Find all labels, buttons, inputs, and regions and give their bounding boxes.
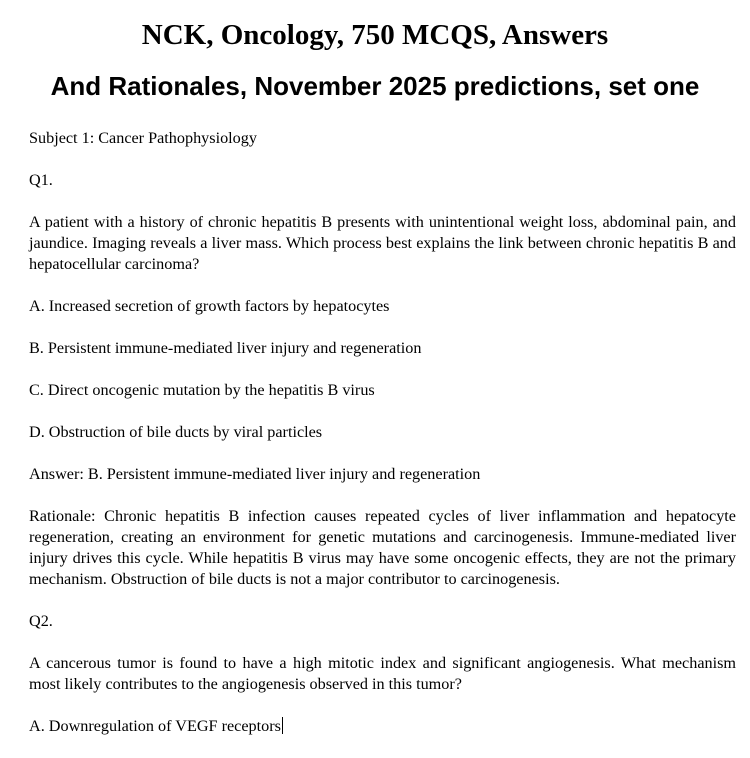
text-cursor	[282, 717, 283, 734]
question-stem-q2: A cancerous tumor is found to have a high mitotic index and significant angiogenesis. What mechanism most likely contributes to the angiogenesis observed in this tumor?	[29, 654, 736, 693]
option-b-q1: B. Persistent immune-mediated liver injury and regeneration	[29, 339, 422, 357]
document-body	[29, 128, 736, 758]
option-a-q2	[29, 716, 736, 737]
answer-q1: Answer: B. Persistent immune-mediated liver injury and regeneration	[29, 465, 481, 483]
subject-heading: Subject 1: Cancer Pathophysiology	[29, 129, 257, 147]
question-stem-q1: A patient with a history of chronic hepatitis B presents with unintentional weight loss, abdominal pain, and jaundice. Imaging reveals a liver mass. Which process best explains the link between chronic hepatitis B and hepatocellular carcinoma?	[29, 213, 736, 273]
option-c-q1: C. Direct oncogenic mutation by the hepatitis B virus	[29, 381, 375, 399]
document-title-line-1: NCK, Oncology, 750 MCQS, Answers	[141, 19, 609, 51]
option-a-q1: A. Increased secretion of growth factors by hepatocytes	[29, 297, 390, 315]
option-a-q2-text: A. Downregulation of VEGF receptors	[29, 717, 281, 735]
question-label-q1: Q1.	[29, 171, 53, 189]
document-title-line-2: And Rationales, November 2025 predictions, set one	[50, 71, 700, 101]
option-d-q1: D. Obstruction of bile ducts by viral particles	[29, 423, 323, 441]
rationale-q1: Rationale: Chronic hepatitis B infection causes repeated cycles of liver inflammation and hepatocyte regeneration, creating an environment for genetic mutations and carcinogenesis. Immune-mediated liver injury drives this cycle. While hepatitis B virus may have some oncogenic effects, they are not the primary mechanism. Obstruction of bile ducts is not a major contributor to carcinogenesis.	[29, 507, 736, 588]
question-label-q2: Q2.	[29, 612, 53, 630]
